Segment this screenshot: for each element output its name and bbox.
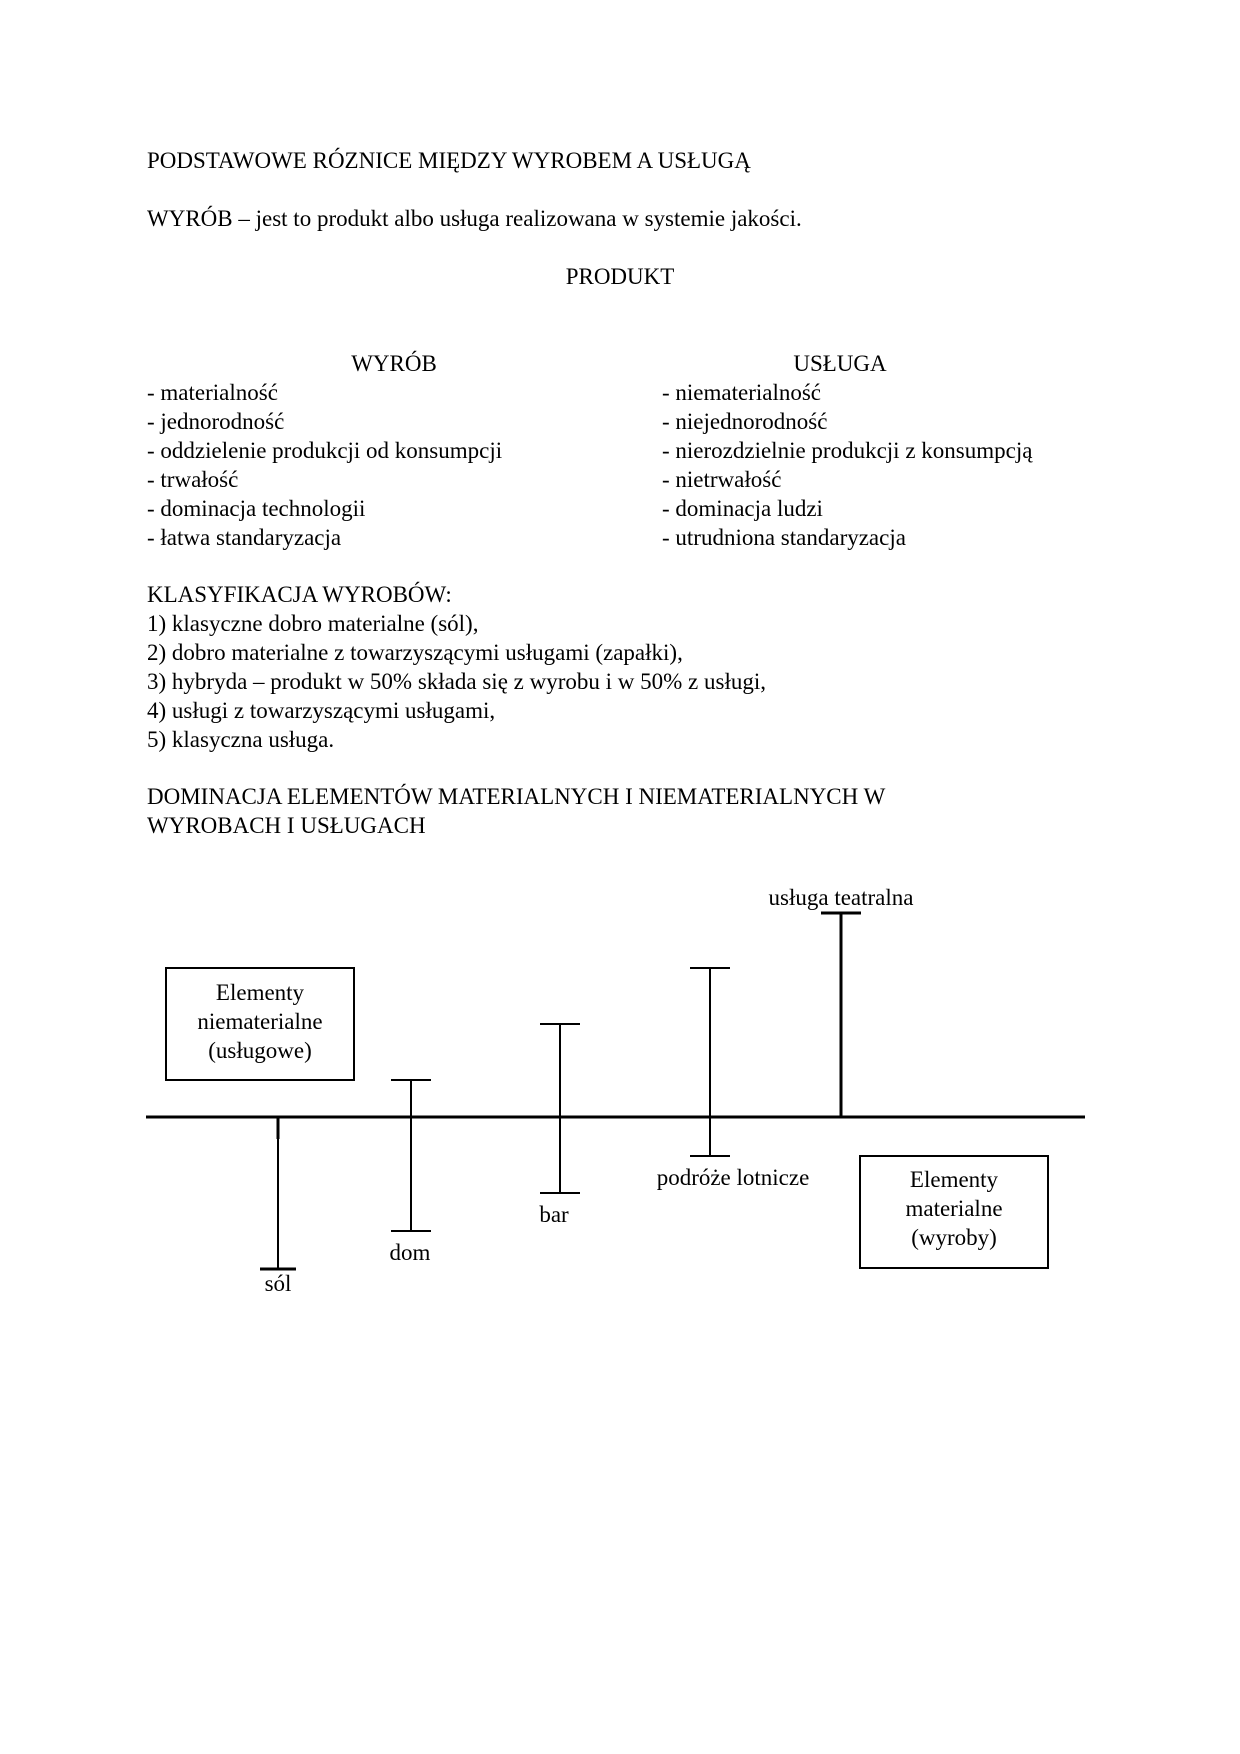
intangible-box-line: niematerialne (197, 1009, 323, 1034)
tangible-box-line: (wyroby) (911, 1225, 997, 1250)
usluga-feature: - dominacja ludzi (662, 496, 823, 521)
marker-dom (391, 1080, 431, 1231)
usluga-feature: - niejednorodność (662, 409, 828, 434)
marker-theatre (821, 913, 861, 1117)
wyrob-feature: - dominacja technologii (147, 496, 366, 521)
page-title: PODSTAWOWE RÓZNICE MIĘDZY WYROBEM A USŁUGĄ (147, 148, 751, 173)
label-bar: bar (539, 1202, 569, 1227)
dominance-heading-line2: WYROBACH I USŁUGACH (147, 813, 426, 838)
classification-item: 1) klasyczne dobro materialne (sól), (147, 611, 479, 636)
produkt-heading: PRODUKT (565, 264, 675, 289)
intangible-box-line: (usługowe) (208, 1038, 312, 1063)
marker-air-travel (690, 968, 730, 1156)
marker-sol (260, 1117, 296, 1269)
label-air-travel: podróże lotnicze (656, 1165, 810, 1190)
tangible-box-line: materialne (905, 1196, 1003, 1221)
classification-item: 4) usługi z towarzyszącymi usługami, (147, 698, 496, 723)
label-dom: dom (389, 1240, 431, 1265)
wyrob-feature: - oddzielenie produkcji od konsumpcji (147, 438, 503, 463)
label-sol: sól (264, 1271, 292, 1296)
usluga-feature: - utrudniona standaryzacja (662, 525, 906, 550)
usluga-heading: USŁUGA (793, 351, 887, 376)
classification-item: 2) dobro materialne z towarzyszącymi usługami (zapałki), (147, 640, 683, 665)
dominance-heading-line1: DOMINACJA ELEMENTÓW MATERIALNYCH I NIEMATERIALNYCH W (147, 784, 886, 809)
usluga-feature: - nierozdzielnie produkcji z konsumpcją (662, 438, 1033, 463)
classification-item: 5) klasyczna usługa. (147, 727, 335, 752)
wyrob-feature: - łatwa standaryzacja (147, 525, 342, 550)
usluga-feature: - niematerialność (662, 380, 822, 405)
classification-heading: KLASYFIKACJA WYROBÓW: (147, 582, 452, 607)
marker-bar (540, 1024, 580, 1193)
intangible-box-line: Elementy (215, 980, 305, 1005)
wyrob-feature: - materialność (147, 380, 278, 405)
tangible-box-line: Elementy (909, 1167, 999, 1192)
definition-text: WYRÓB – jest to produkt albo usługa realizowana w systemie jakości. (147, 206, 802, 231)
wyrob-feature: - jednorodność (147, 409, 285, 434)
usluga-feature: - nietrwałość (662, 467, 782, 492)
classification-item: 3) hybryda – produkt w 50% składa się z wyrobu i w 50% z usługi, (147, 669, 766, 694)
wyrob-heading: WYRÓB (351, 351, 437, 376)
wyrob-feature: - trwałość (147, 467, 239, 492)
label-theatre: usługa teatralna (768, 885, 914, 910)
